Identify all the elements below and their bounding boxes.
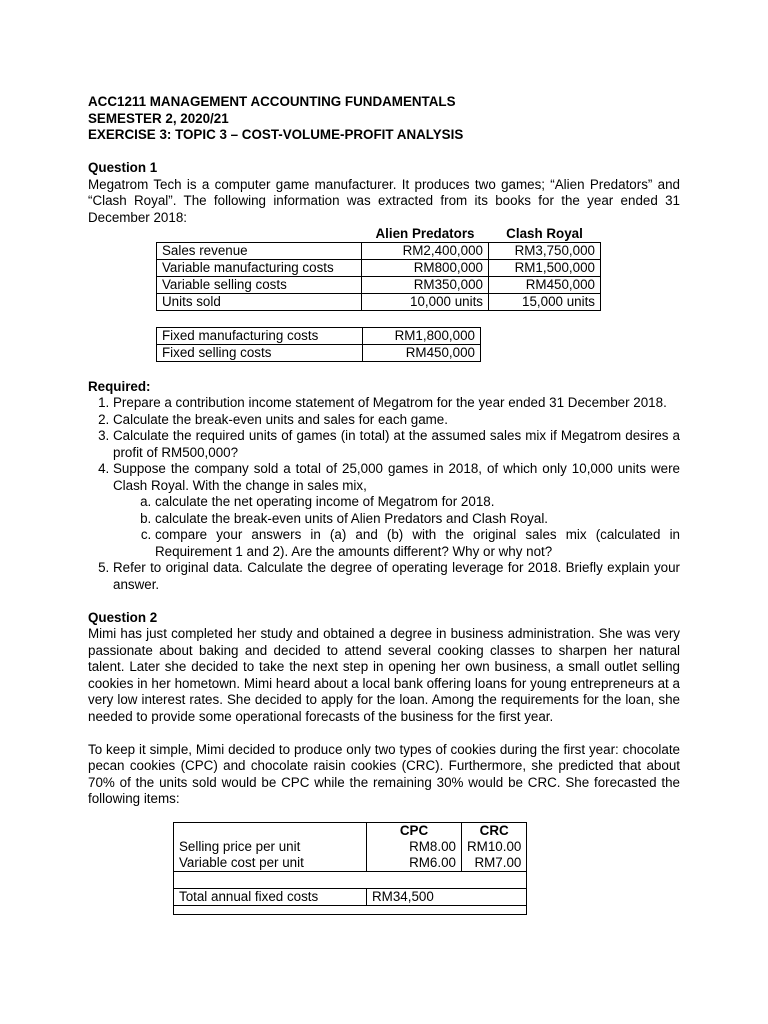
column-header-alien: Alien Predators [375,226,475,241]
cell-value: RM8.00 [367,839,462,855]
cell-value: RM1,500,000 [489,260,601,277]
table-row [157,243,601,260]
question-1-intro: Megatrom Tech is a computer game manufacturer. It produces two games; “Alien Predators” and “Clash Royal”. The following information was extracted from its books for the year ended 31 December 2018: [88,176,680,225]
question-2-title: Question 2 [88,609,158,625]
row-label: Selling price per unit [174,839,367,855]
cell-value: RM450,000 [489,277,601,294]
list-item: 1. Prepare a contribution income statement of Megatrom for the year ended 31 December 2018. [113,395,680,412]
list-item: 5. Refer to original data. Calculate the degree of operating leverage for 2018. Briefly explain your answer. [113,560,680,593]
question-2-paragraph-2: To keep it simple, Mimi decided to produce only two types of cookies during the first year: chocolate pecan cookies (CPC) and chocolate raisin cookies (CRC). Furthermore, she predicted that about 70% of the units sold would be CPC while the remaining 30% would be CRC. She forecasted the following items: [88,741,680,806]
cell-value: RM6.00 [367,855,462,872]
cell-value: RM10.00 [462,839,527,855]
required-heading: Required: [88,378,151,394]
q1-data-table [156,226,601,311]
requirement-4-text: Suppose the company sold a total of 25,000 games in 2018, of which only 10,000 units were Clash Royal. With the change in sales mix, [113,461,680,493]
q2-data-table [173,822,527,915]
cell-value: RM450,000 [363,345,481,362]
list-item [113,461,680,560]
list-item: b. calculate the break-even units of Alien Predators and Clash Royal. [155,511,680,528]
question-1-title: Question 1 [88,160,158,175]
cell-value: RM2,400,000 [362,243,489,260]
semester-line: SEMESTER 2, 2020/21 [88,110,229,126]
cell-value: RM34,500 [367,888,527,905]
row-label: Variable cost per unit [174,855,367,872]
cell-value: RM3,750,000 [489,243,601,260]
row-label: Units sold [157,294,362,311]
requirements-list [88,395,680,593]
table-row [157,294,601,311]
table-row [157,345,481,362]
row-label: Variable manufacturing costs [157,260,362,277]
cell-value: 10,000 units [362,294,489,311]
row-label: Fixed manufacturing costs [157,328,363,345]
document-header [88,94,680,144]
column-header-crc: CRC [462,822,527,839]
question-1 [88,160,680,593]
row-label: Total annual fixed costs [174,888,367,905]
table-row [174,888,527,905]
question-2 [88,610,680,915]
sub-requirements-list [113,494,680,560]
list-item: 3. Calculate the required units of games (in total) at the assumed sales mix if Megatrom desires a profit of RM500,000? [113,428,680,461]
table-spacer-row [174,871,527,888]
cell-value: RM7.00 [462,855,527,872]
table-spacer-row [174,905,527,914]
question-2-paragraph-1: Mimi has just completed her study and obtained a degree in business administration. She was very passionate about baking and decided to attend several cooking classes to sharpen her natural talent. Later she decided to take the next step in opening her own business, a small outlet selling cookies in her hometown. Mimi heard about a local bank offering loans for young entrepreneurs at a very low interest rates. She decided to apply for the loan. Among the requirements for the loan, she needed to provide some operational forecasts of the business for the first year. [88,626,680,724]
row-label: Fixed selling costs [157,345,363,362]
table-row [174,839,527,855]
cell-value: 15,000 units [489,294,601,311]
column-header-clash: Clash Royal [506,226,583,241]
cell-value: RM800,000 [362,260,489,277]
table-row [157,277,601,294]
exercise-title: EXERCISE 3: TOPIC 3 – COST-VOLUME-PROFIT ANALYSIS [88,127,464,142]
table-header-row [174,822,527,839]
table-row [157,328,481,345]
table-row [157,260,601,277]
course-title: ACC1211 MANAGEMENT ACCOUNTING FUNDAMENTALS [88,94,456,109]
list-item: c. compare your answers in (a) and (b) with the original sales mix (calculated in Requirement 1 and 2). Are the amounts different? Why or why not? [155,527,680,560]
list-item: a. calculate the net operating income of Megatrom for 2018. [155,494,680,511]
table-row [174,855,527,872]
column-header-cpc: CPC [367,822,462,839]
cell-value: RM350,000 [362,277,489,294]
list-item: 2. Calculate the break-even units and sales for each game. [113,412,680,429]
q1-fixed-costs-table [156,327,481,362]
document-page [88,94,680,915]
cell-value: RM1,800,000 [363,328,481,345]
row-label: Variable selling costs [157,277,362,294]
row-label: Sales revenue [157,243,362,260]
table-header-row [157,226,601,243]
